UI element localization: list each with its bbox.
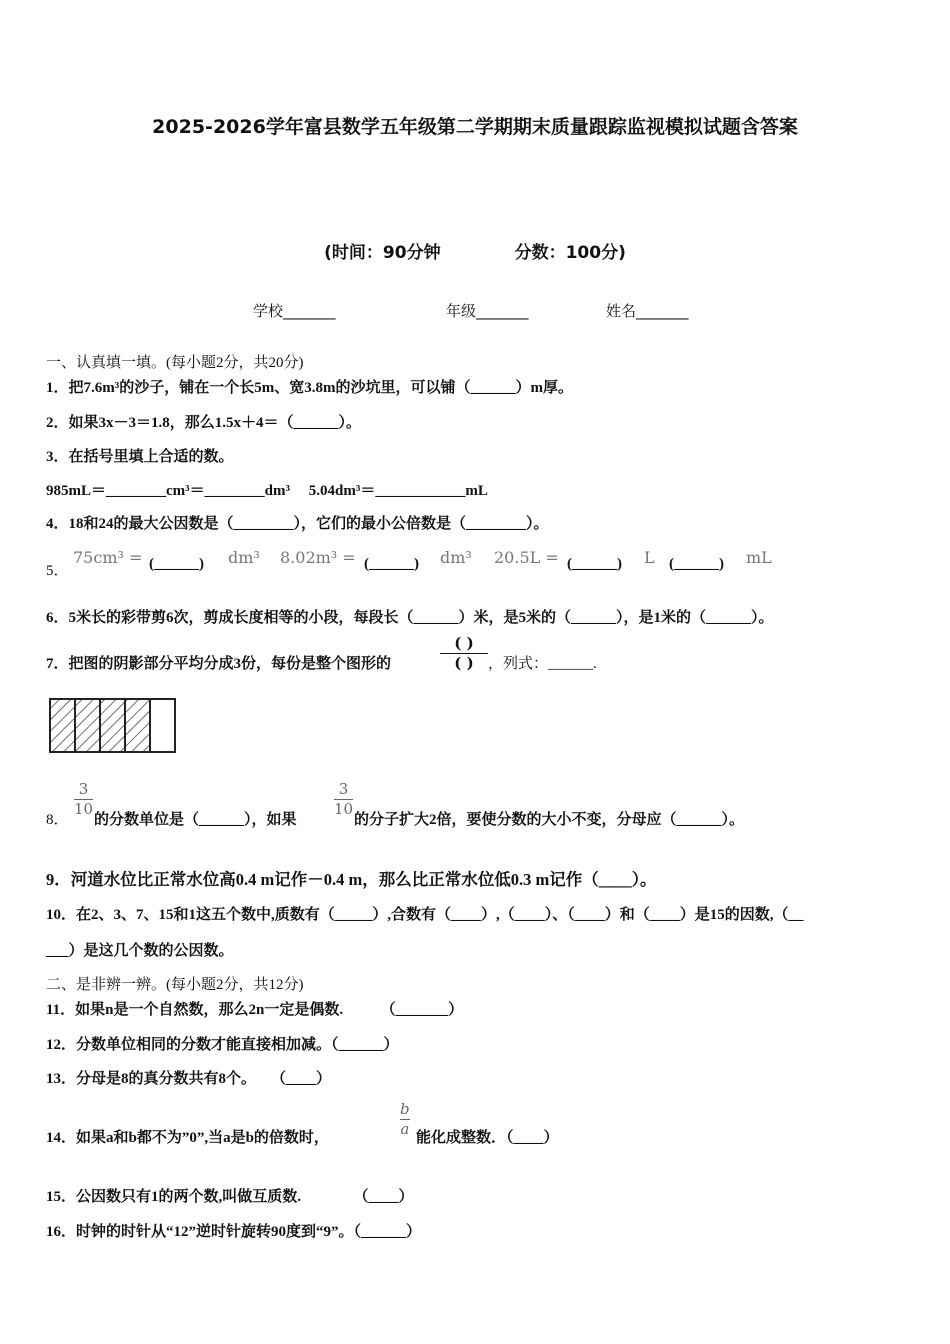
- q5-unit-3: L: [644, 548, 655, 567]
- q5-blank-4: (______): [669, 556, 724, 572]
- question-14-tail: 能化成整数．（____）: [416, 1130, 559, 1146]
- question-16: 16．时钟的时针从“12”逆时针旋转90度到“9”。（______）: [46, 1224, 422, 1240]
- question-8-text-2: 的分子扩大2倍，要使分数的大小不变，分母应（______）。: [354, 812, 745, 828]
- q8-fraction-2-numerator: 3: [334, 782, 353, 800]
- question-14-text: 14．如果a和b都不为”0”,当a是b的倍数时，: [46, 1130, 329, 1146]
- q5-unit-1: dm³: [228, 548, 260, 567]
- page-title: 2025-2026学年富县数学五年级第二学期期末质量跟踪监视模拟试题含答案: [152, 116, 798, 138]
- question-11: 11．如果n是一个自然数，那么2n一定是偶数. （_______）: [46, 1002, 464, 1018]
- q5-blank-2: (______): [364, 556, 419, 572]
- question-6: 6．5米长的彩带剪6次，剪成长度相等的小段，每段长（______）米，是5米的（______），是1米的（______）。: [46, 610, 774, 626]
- q14-fraction-denominator: a: [400, 1120, 410, 1138]
- q5-blank-1: (______): [149, 556, 204, 572]
- question-3-blanks: 985mL＝________cm³＝________dm³ 5.04dm³＝____________mL: [46, 483, 488, 499]
- question-5-number: 5．: [46, 563, 69, 579]
- q7-fraction: [440, 636, 488, 671]
- q7-fraction-numerator: ( ): [440, 636, 488, 654]
- q8-fraction-1-denominator: 10: [74, 800, 94, 818]
- q5-unit-4: mL: [746, 548, 772, 567]
- grade-field: 年级_______: [446, 302, 529, 320]
- question-8-text-1: 的分数单位是（______），如果: [94, 812, 297, 828]
- q5-expr-3: 20.5L =: [494, 548, 559, 567]
- question-3: 3．在括号里填上合适的数。: [46, 449, 234, 465]
- question-9: 9．河道水位比正常水位高0.4 m记作－0.4 m，那么比正常水位低0.3 m记作（____）。: [46, 870, 657, 889]
- q14-fraction-numerator: b: [400, 1100, 410, 1118]
- time-info: (时间：90分钟: [324, 243, 441, 263]
- section-2-heading: 二、是非辨一辨。(每小题2分，共12分): [46, 977, 304, 993]
- score-info: 分数：100分): [514, 243, 626, 263]
- exam-meta: [0, 238, 950, 263]
- question-4: 4．18和24的最大公因数是（________），它们的最小公倍数是（________）。: [46, 516, 549, 532]
- question-2: 2．如果3x－3＝1.8，那么1.5x＋4＝（______）。: [46, 415, 362, 431]
- q14-fraction: [400, 1102, 410, 1137]
- question-10: 10．在2、3、7、15和1这五个数中,质数有（_____）,合数有（____）,（____）、（____）和（____）是15的因数,（__: [46, 907, 804, 923]
- question-10-continued: ___）是这几个数的公因数。: [46, 943, 234, 959]
- question-7-formula: ，列式：______.: [488, 656, 597, 672]
- q8-fraction-2-denominator: 10: [334, 800, 354, 818]
- q7-fraction-denominator: ( ): [454, 654, 474, 672]
- question-8-number: 8．: [46, 812, 69, 828]
- q5-unit-2: dm³: [440, 548, 472, 567]
- shaded-rectangle-figure: [49, 698, 177, 754]
- q8-fraction-1: [74, 782, 93, 817]
- q8-fraction-1-numerator: 3: [74, 782, 93, 800]
- question-1: 1．把7.6m³的沙子，铺在一个长5m、宽3.8m的沙坑里，可以铺（______）m厚。: [46, 380, 573, 396]
- school-field: 学校_______: [253, 302, 336, 320]
- question-13: 13．分母是8的真分数共有8个。 （____）: [46, 1071, 332, 1087]
- q5-blank-3: (______): [567, 556, 622, 572]
- section-1-heading: 一、认真填一填。(每小题2分，共20分): [46, 355, 304, 371]
- q5-expr-2: 8.02m³ =: [280, 548, 356, 567]
- name-field: 姓名_______: [606, 302, 689, 320]
- question-12: 12．分数单位相同的分数才能直接相加减。（______）: [46, 1037, 399, 1053]
- question-7-text: 7．把图的阴影部分平均分成3份，每份是整个图形的: [46, 656, 392, 672]
- q8-fraction-2: [334, 782, 353, 817]
- q5-expr-1: 75cm³ =: [73, 548, 143, 567]
- question-15: 15．公因数只有1的两个数,叫做互质数. （____）: [46, 1189, 414, 1205]
